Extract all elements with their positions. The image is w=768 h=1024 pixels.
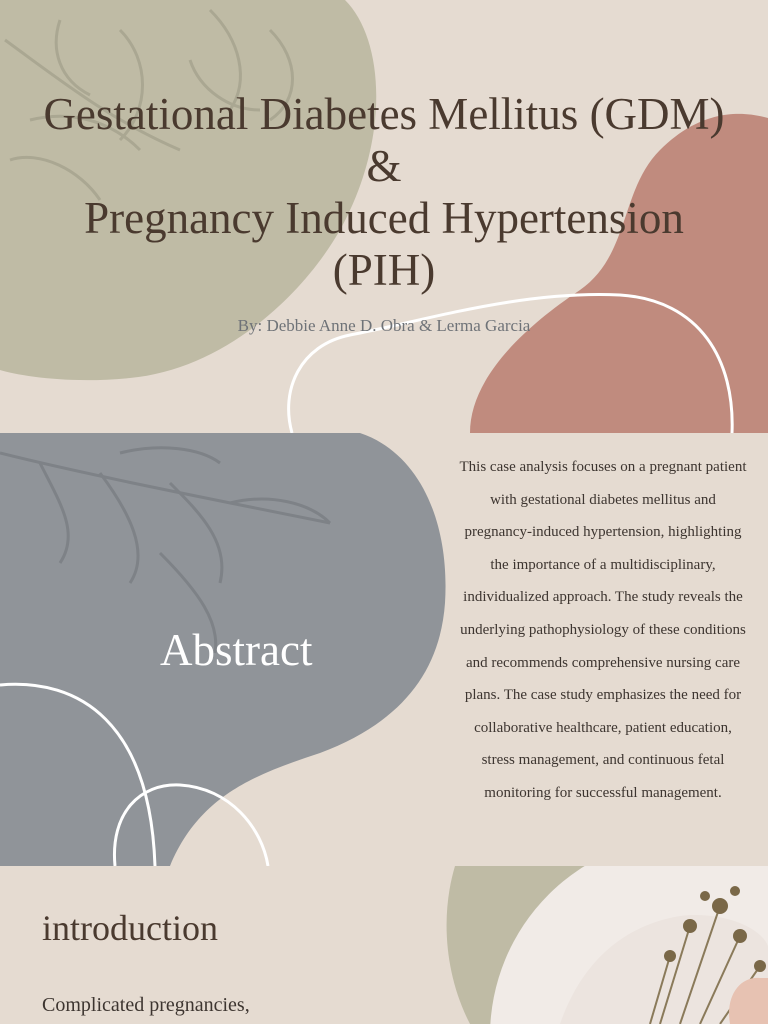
introduction-body: Complicated pregnancies, bbox=[42, 994, 250, 1016]
introduction-heading: introduction bbox=[42, 908, 218, 948]
page-title bbox=[0, 88, 768, 296]
abstract-slide bbox=[0, 433, 768, 866]
author-byline: By: Debbie Anne D. Obra & Lerma Garcia bbox=[237, 316, 531, 335]
title-line-2: & bbox=[366, 141, 402, 191]
title-line-4: (PIH) bbox=[332, 245, 436, 295]
title-line-1: Gestational Diabetes Mellitus (GDM) bbox=[43, 89, 725, 139]
introduction-slide bbox=[0, 866, 768, 1024]
title-line-3: Pregnancy Induced Hypertension bbox=[84, 193, 684, 243]
abstract-heading: Abstract bbox=[160, 625, 313, 675]
title-slide bbox=[0, 0, 768, 433]
abstract-body: This case analysis focuses on a pregnant patient with gestational diabetes mellitus and pregnancy-induced hypertension, highlighting the importance of a multidisciplinary, individualized approach. The study reveals the underlying pathophysiology of these conditions and recommends comprehensive nursing care plans. The case study emphasizes the need for collaborative healthcare, patient education, stress management, and continuous fetal monitoring for successful management. bbox=[459, 459, 747, 801]
